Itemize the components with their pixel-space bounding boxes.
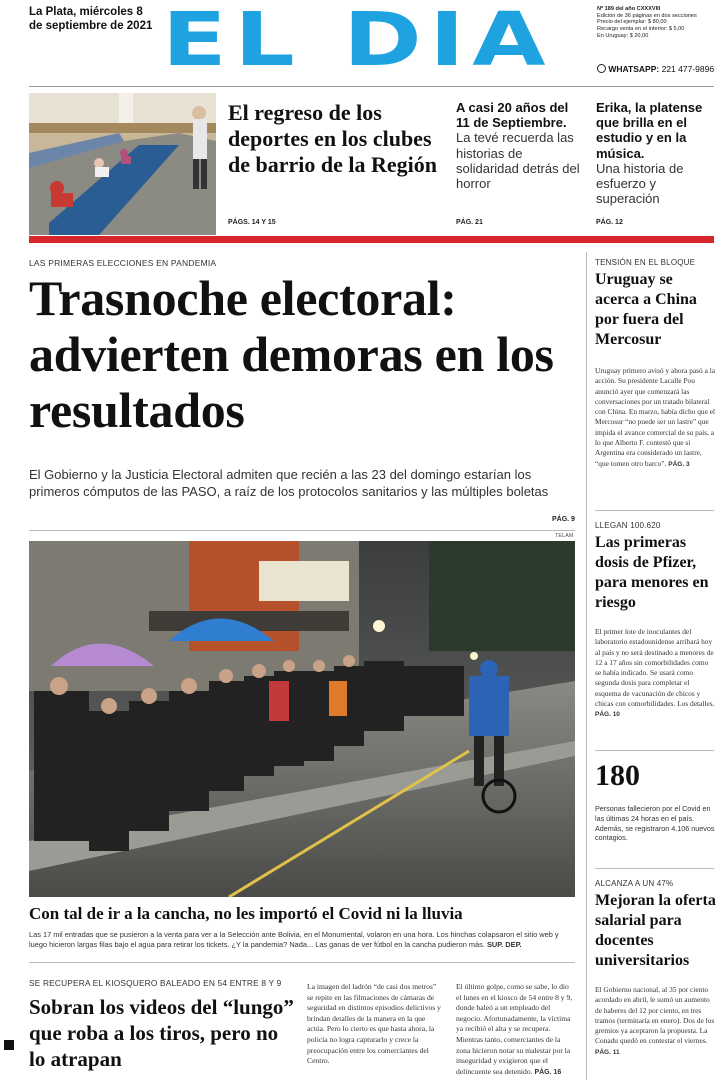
issue-info — [597, 6, 721, 40]
top-story-3-page: PÁG. 12 — [596, 219, 623, 226]
main-photo-fans-queue-rain[interactable] — [29, 541, 575, 897]
bottom-headline[interactable]: Sobran los videos del “lungo” que roba a los tiros, pero no lo atrapan — [29, 995, 294, 1071]
whatsapp[interactable] — [597, 64, 721, 74]
sidebar-story-docentes[interactable] — [595, 879, 716, 1058]
photo-credit: TELAM — [555, 533, 574, 539]
top-photo-kids-gym[interactable] — [29, 93, 216, 235]
edge-marker — [4, 1040, 14, 1050]
sidebar-2-headline: Las primeras dosis de Pfizer, para menores en riesgo — [595, 534, 709, 611]
sidebar-2-kicker: LLEGAN 100.620 — [595, 521, 661, 530]
sidebar-1-text: Uruguay primero avisó y ahora pasó a la acción. Su presidente Lacalle Pou anunció ayer que comenzará las conversaciones por un tratado bilateral con China. En marzo, había dicho que el Mercosur “no puede ser un lastre” que impida el avance comercial de su país, a lo que Alberto F. contestó que si Argentina era considerado un lastre, “que tomen otro barco”. — [595, 366, 716, 468]
top-story-1-page: PÁGS. 14 Y 15 — [228, 219, 276, 226]
main-kicker: LAS PRIMERAS ELECCIONES EN PANDEMIA — [29, 258, 217, 268]
sidebar-rule-3 — [595, 868, 714, 869]
issue-uruguay: En Uruguay: $ 20,00 — [597, 32, 649, 39]
main-headline[interactable]: Trasnoche electoral: advierten demoras en los resultados — [29, 270, 554, 438]
sidebar-story-uruguay[interactable] — [595, 258, 716, 470]
photo-headline[interactable]: Con tal de ir a la cancha, no les importó el Covid ni la lluvia — [29, 904, 463, 923]
logo-text: EL DIA — [162, 5, 554, 77]
masthead-divider — [29, 86, 714, 87]
main-divider — [29, 530, 575, 531]
issue-editions: Edición de 36 páginas en dos secciones — [597, 12, 697, 19]
sidebar-story-pfizer[interactable] — [595, 521, 716, 721]
photo-divider — [29, 962, 575, 963]
top-story-1-title[interactable]: El regreso de los deportes en los clubes de barrio de la Región — [228, 100, 437, 177]
bottom-col-1: La imagen del ladrón “de casi dos metros” se repite en las filmaciones de cámaras de seguridad en distintos episodios delictivos y brindan detalles de la manera en la que actúa. Pero lo cierto es que hasta ahora, la policía no logra capturarlo y crece la preocupación entre los comerciantes del Centro. — [307, 982, 441, 1066]
sidebar-4-text: El Gobierno nacional, al 35 por ciento acordado en abril, le sumó un aumento de haberes del 12 por ciento, en tres tramos (terminaría en enero). Dos de los gremios ya aceptaron la propuesta. La Conadu quedó en contestar el viernes. — [595, 985, 715, 1046]
bottom-col-2 — [456, 982, 576, 1078]
whatsapp-label: WHATSAPP: — [608, 64, 660, 74]
issue-price: Precio del ejemplar: $ 80,00 — [597, 19, 667, 26]
photo-caption-text: Las 17 mil entradas que se pusieron a la venta para ver a la Selección ante Bolivia, en el Monumental, volaron en una hora. Los hinchas colapsaron el sitio web y luego hicieron largas filas bajo el agua para retirar los tickets. ¿Y la pandemia? Nada... Las ganas de ver fútbol en la cancha pudieron más. — [29, 930, 559, 949]
sidebar-2-text: El primer lote de inoculantes del laboratorio estadounidense arribará hoy al país y no será destinado a menores de 12 a 17 años sin comorbilidades como se había indicado. Se usará como segunda dosis para completar el esquema de vacunación de chicos y chicas con comorbilidades. Los detalles. — [595, 627, 715, 709]
top-story-3-subtitle: Una historia de esfuerzo y superación — [596, 160, 684, 207]
sidebar-4-body — [595, 985, 716, 1058]
sidebar-1-kicker: TENSIÓN EN EL BLOQUE — [595, 258, 696, 267]
whatsapp-number: 221 477-9896 — [661, 64, 715, 74]
sidebar-rule-1 — [595, 510, 714, 511]
top-story-2-page: PÁG. 21 — [456, 219, 483, 226]
logo — [162, 5, 582, 77]
sidebar-rule-2 — [595, 750, 714, 751]
bottom-page: PÁG. 16 — [534, 1068, 562, 1076]
sidebar-3-body: Personas fallecieron por el Covid en las últimas 24 horas en el país. Además, se registraron 4.106 nuevos contagios. — [595, 804, 715, 843]
sidebar-divider — [586, 252, 587, 1080]
top-story-2-subtitle: La tevé recuerda las historias de solidaridad detrás del horror — [456, 130, 580, 192]
main-deck: El Gobierno y la Justicia Electoral admiten que recién a las 23 del domingo estarían los primeros cómputos de las PASO, a raíz de los protocolos sanitarios y las múltiples boletas — [29, 467, 549, 499]
top-story-3-title: Erika, la platense que brilla en el estudio y en la música. — [596, 100, 703, 161]
issue-number: Nº 189 del año CXXXVIII — [597, 6, 661, 12]
sidebar-4-headline: Mejoran la oferta salarial para docentes universitarios — [595, 892, 716, 969]
top-story-3[interactable] — [596, 100, 720, 206]
sidebar-1-body — [595, 366, 716, 470]
red-divider — [29, 236, 714, 243]
main-page: PÁG. 9 — [552, 516, 575, 523]
masthead-date: La Plata, miércoles 8 de septiembre de 2021 — [29, 6, 153, 32]
photo-caption-section: SUP. DEP. — [486, 940, 522, 949]
sidebar-3-number: 180 — [595, 759, 640, 792]
sidebar-2-body — [595, 627, 716, 721]
top-story-2-title: A casi 20 años del 11 de Septiembre. — [456, 100, 569, 131]
sidebar-1-page: PÁG. 3 — [668, 460, 690, 468]
issue-surcharge: Recargo venta en el interior: $ 5,00 — [597, 26, 685, 33]
bottom-col-2-text: El último golpe, como se sabe, lo dio el lunes en el kiosco de 54 entre 8 y 9, donde baleó a un empleado del negocio. Afortunadamente, la víctima ya recibió el alta y se recupera. Mientras tanto, comerciantes de la zona hicieron notar su malestar por la inseguridad y exigieron que el delincuente sea detenido. — [456, 982, 573, 1076]
sidebar-1-headline: Uruguay se acerca a China por fuera del Mercosur — [595, 271, 697, 348]
top-story-2[interactable] — [456, 100, 584, 191]
sidebar-story-covid-deaths[interactable] — [595, 756, 716, 843]
sidebar-2-page: PÁG. 10 — [595, 711, 620, 719]
photo-caption — [29, 930, 575, 950]
sidebar-4-page: PÁG. 11 — [595, 1048, 620, 1056]
sidebar-4-kicker: ALCANZA A UN 47% — [595, 879, 674, 888]
bottom-kicker: SE RECUPERA EL KIOSQUERO BALEADO EN 54 ENTRE 8 Y 9 — [29, 978, 282, 988]
whatsapp-icon — [597, 64, 606, 73]
